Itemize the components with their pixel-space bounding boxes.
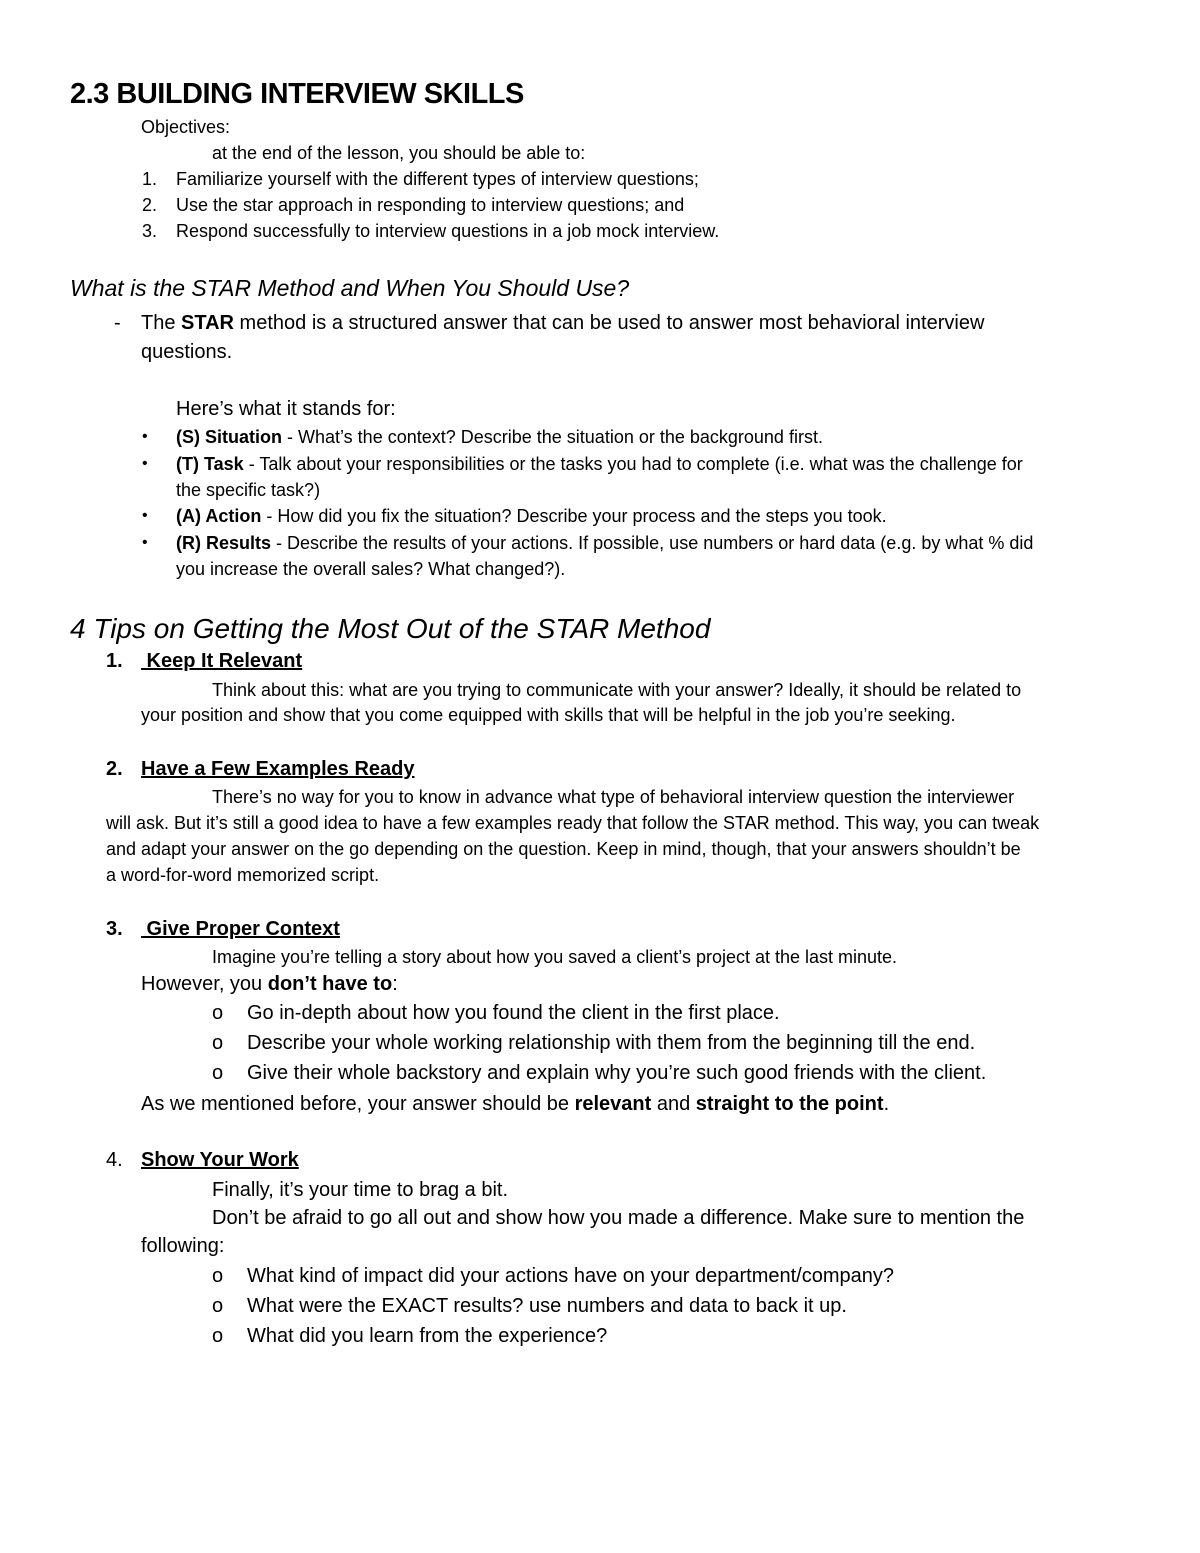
objectives-intro: at the end of the lesson, you should be able to: bbox=[212, 143, 586, 163]
tip-sub-item: Give their whole backstory and explain why you’re such good friends with the client. bbox=[247, 1062, 987, 1084]
tip-text: There’s no way for you to know in advance what type of behavioral interview question the interviewer bbox=[212, 787, 1015, 807]
tip-sub-item: What kind of impact did your actions have on your department/company? bbox=[247, 1265, 895, 1287]
stands-for-label: Here’s what it stands for: bbox=[176, 398, 396, 420]
objective-item: Use the star approach in responding to interview questions; and bbox=[176, 195, 685, 215]
tip-text: your position and show that you come equipped with skills that will be helpful in the job you’re seeking. bbox=[141, 705, 956, 725]
objective-number: 3. bbox=[142, 221, 158, 241]
objective-number: 2. bbox=[142, 195, 158, 215]
tip-number: 1. bbox=[106, 650, 123, 672]
tip-heading-examples-ready: Have a Few Examples Ready bbox=[141, 758, 415, 780]
tip-text: Imagine you’re telling a story about how you saved a client’s project at the last minute. bbox=[212, 947, 898, 967]
star-item-results-continued: you increase the overall sales? What changed?). bbox=[176, 559, 566, 579]
tip-text: Finally, it’s your time to brag a bit. bbox=[212, 1179, 509, 1201]
tip-sub-item: What did you learn from the experience? bbox=[247, 1325, 608, 1347]
tip-sub-item: Describe your whole working relationship with them from the beginning till the end. bbox=[247, 1032, 976, 1054]
tip-number: 3. bbox=[106, 918, 123, 940]
objective-item: Respond successfully to interview questions in a job mock interview. bbox=[176, 221, 720, 241]
tip-heading-show-work: Show Your Work bbox=[141, 1149, 299, 1171]
tip-text: will ask. But it’s still a good idea to have a few examples ready that follow the STAR method. This way, you can tweak bbox=[106, 813, 1040, 833]
tip-text: and adapt your answer on the go depending on the question. Keep in mind, though, that your answers shouldn’t be bbox=[106, 839, 1021, 859]
bullet-icon: • bbox=[142, 428, 148, 445]
tip-number: 2. bbox=[106, 758, 123, 780]
tip-text: Don’t be afraid to go all out and show how you made a difference. Make sure to mention the bbox=[212, 1207, 1025, 1229]
sub-bullet-icon: o bbox=[212, 1002, 224, 1024]
sub-bullet-icon: o bbox=[212, 1032, 224, 1054]
objectives-label: Objectives: bbox=[141, 117, 231, 137]
bullet-icon: • bbox=[142, 534, 148, 551]
sub-bullet-icon: o bbox=[212, 1295, 224, 1317]
objective-number: 1. bbox=[142, 169, 158, 189]
star-item-task: (T) Task - Talk about your responsibilities or the tasks you had to complete (i.e. what was the challenge for bbox=[176, 454, 1023, 474]
sub-bullet-icon: o bbox=[212, 1325, 224, 1347]
star-item-action: (A) Action - How did you fix the situation? Describe your process and the steps you took. bbox=[176, 506, 887, 526]
star-item-situation: (S) Situation - What’s the context? Describe the situation or the background first. bbox=[176, 427, 823, 447]
page-title: 2.3 BUILDING INTERVIEW SKILLS bbox=[70, 78, 524, 110]
tip-closing-line: As we mentioned before, your answer should be relevant and straight to the point. bbox=[141, 1093, 890, 1115]
sub-bullet-icon: o bbox=[212, 1265, 224, 1287]
tips-section-heading: 4 Tips on Getting the Most Out of the STAR Method bbox=[70, 613, 711, 644]
star-section-heading: What is the STAR Method and When You Should Use? bbox=[70, 275, 630, 301]
tip-heading-proper-context: Give Proper Context bbox=[141, 918, 340, 940]
bullet-icon: • bbox=[142, 507, 148, 524]
star-item-task-continued: the specific task?) bbox=[176, 480, 321, 500]
star-intro-continued: questions. bbox=[141, 341, 233, 363]
star-intro: The STAR method is a structured answer that can be used to answer most behavioral interview bbox=[141, 312, 985, 334]
star-item-results: (R) Results - Describe the results of your actions. If possible, use numbers or hard data (e.g. by what % did bbox=[176, 533, 1034, 553]
sub-bullet-icon: o bbox=[212, 1062, 224, 1084]
tip-sub-item: Go in-depth about how you found the client in the first place. bbox=[247, 1002, 780, 1024]
tip-heading-keep-relevant: Keep It Relevant bbox=[141, 650, 303, 672]
objective-item: Familiarize yourself with the different types of interview questions; bbox=[176, 169, 699, 189]
tip-however-line: However, you don’t have to: bbox=[141, 973, 398, 995]
bullet-icon: • bbox=[142, 455, 148, 472]
tip-text: following: bbox=[141, 1235, 225, 1257]
tip-number: 4. bbox=[106, 1149, 123, 1171]
tip-text: a word-for-word memorized script. bbox=[106, 865, 380, 885]
tip-sub-item: What were the EXACT results? use numbers and data to back it up. bbox=[247, 1295, 847, 1317]
tip-text: Think about this: what are you trying to communicate with your answer? Ideally, it should be related to bbox=[212, 680, 1022, 700]
dash-marker: - bbox=[114, 312, 121, 334]
